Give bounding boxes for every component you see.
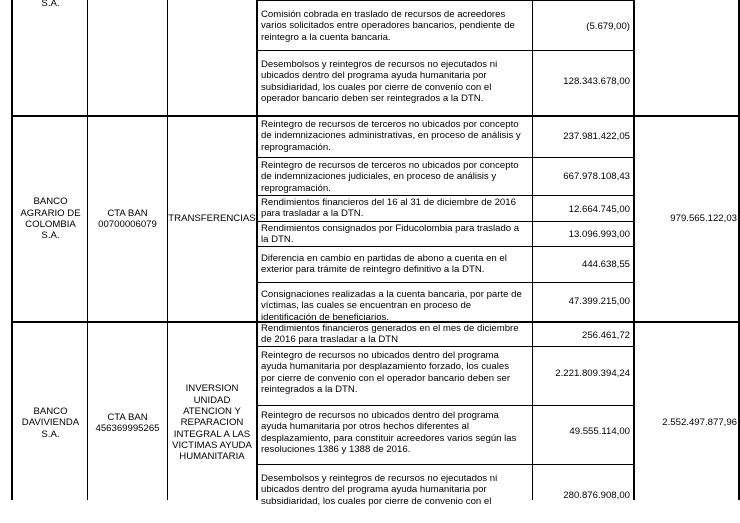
concept-cell: Desembolsos y reintegros de recursos no ejecutados ni ubicados dentro del programa ayuda humanitaria por subsidiaridad, los cuales por cierre de convenio con el xyxy=(261,473,498,507)
account-number: CTA BAN 456369995265 xyxy=(95,411,160,434)
value-cell: 280.876.908,00 xyxy=(563,490,630,501)
value-cell: 667.978.108,43 xyxy=(563,171,630,182)
row-separator xyxy=(256,195,635,196)
row-separator xyxy=(256,246,635,247)
group-total: 979.565.122,03 xyxy=(670,213,737,225)
concept-cell: Reintegro de recursos de terceros no ubicados por concepto de indemnizaciones administrativas, en proceso de análisis y reprogramación. xyxy=(261,119,521,153)
program-name: INVERSION UNIDAD ATENCION Y REPARACION INTEGRAL A LAS VICTIMAS AYUDA HUMANITARIA xyxy=(172,383,252,463)
row-separator xyxy=(256,221,635,222)
concept-cell: Reintegro de recursos no ubicados dentro del programa ayuda humanitaria por desplazamiento forzado, los cuales por cierre de convenio con el operador bancario deben ser reintegrados a la DTN. xyxy=(261,350,511,395)
row-separator xyxy=(256,157,635,158)
bank-name: BANCO DAVIVIENDA S.A. xyxy=(21,406,80,440)
row-separator xyxy=(256,405,635,406)
row-separator xyxy=(256,50,635,51)
group-total: 2.552.497.877,96 xyxy=(662,417,737,429)
value-cell: 13.096.993,00 xyxy=(568,229,630,240)
row-separator xyxy=(256,346,635,347)
row-separator xyxy=(256,0,635,1)
concept-cell: Rendimientos financieros del 16 al 31 de diciembre de 2016 para trasladar a la DTN. xyxy=(261,197,516,220)
value-cell: 444.638,55 xyxy=(581,259,630,270)
value-cell: 128.343.678,00 xyxy=(563,76,630,87)
value-cell: 47.399.215,00 xyxy=(568,296,630,307)
col-divider-concept xyxy=(532,0,533,500)
value-cell: (5.679,00) xyxy=(586,21,630,32)
border-left xyxy=(11,0,13,500)
value-cell: 237.981.422,05 xyxy=(563,131,630,142)
concept-cell: Desembolsos y reintegros de recursos no ejecutados ni ubicados dentro del programa ayuda humanitaria por subsidiaridad, los cuales por cierre de convenio con el operador bancario deben ser reintegrados a la DTN. xyxy=(261,59,498,104)
concept-cell: Reintegro de recursos no ubicados dentro del programa ayuda humanitaria por otros hechos diferentes al desplazamiento, para constituir acreedores varios según las resoluciones 1386 y 1388 de 2016. xyxy=(261,410,517,455)
concept-cell: Rendimientos financieros generados en el mes de diciembre de 2016 para trasladar a la DTN xyxy=(261,323,519,346)
value-cell: 12.664.745,00 xyxy=(568,204,630,215)
concept-cell: Rendimientos consignados por Fiducolombia para traslado a la DTN. xyxy=(261,223,520,246)
col-divider-program xyxy=(256,0,258,500)
concept-cell: Reintegro de recursos de terceros no ubicados por concepto de indemnizaciones judiciales, en proceso de análisis y reprogramación. xyxy=(261,160,519,194)
account-number: CTA BAN 00700006079 xyxy=(98,207,157,230)
row-separator xyxy=(256,282,635,283)
bank-name: BANCO AGRARIO DE COLOMBIA S.A. xyxy=(20,196,81,242)
concept-cell: Consignaciones realizadas a la cuenta bancaria, por parte de víctimas, las cuales se encuentran en proceso de identificación de beneficiarios. xyxy=(261,289,522,323)
program-name: TRANSFERENCIAS xyxy=(168,213,256,225)
concept-cell: Diferencia en cambio en partidas de abono a cuenta en el exterior para trámite de reintegro definitivo a la DTN. xyxy=(261,253,507,276)
value-cell: 256.461,72 xyxy=(581,330,630,341)
concept-cell: Comisión cobrada en traslado de recursos de acreedores varios solicitados entre operadores bancarios, pendiente de reintegro a la cuenta bancaria. xyxy=(261,9,515,43)
value-cell: 49.555.114,00 xyxy=(569,426,630,437)
bank-name: S.A. xyxy=(41,0,60,9)
value-cell: 2.221.809.394,24 xyxy=(555,368,630,379)
row-separator xyxy=(256,464,635,465)
